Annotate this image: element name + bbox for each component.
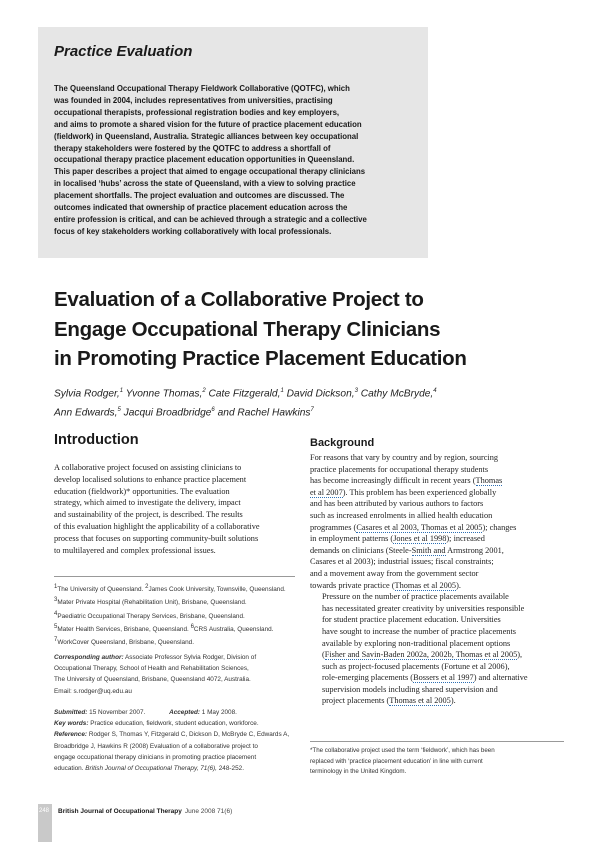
author-name: Sylvia Rodger, [54, 388, 120, 400]
abstract-line: entire profession is critical, and can be achieved through a strategic and a collective [54, 214, 367, 224]
abstract-line: was founded in 2004, includes representatives from universities, practising [54, 95, 333, 105]
text-line: programmes (Casares et al 2003, Thomas et al 2005); changes [310, 522, 517, 532]
citation-link[interactable]: Casares et al 2003, Thomas et al 2005 [356, 522, 483, 532]
submitted-date: 15 November 2007. [89, 709, 146, 716]
title-line: Evaluation of a Collaborative Project to [54, 288, 424, 311]
text-line: Casares et al 2003); industrial issues; fiscal constraints; [310, 557, 494, 567]
text-line: develop localised solutions to enhance practice placement [54, 474, 247, 484]
text-line: (Fisher and Savin-Baden 2002a, 2002b, Thomas et al 2005), [322, 650, 523, 660]
journal-name: British Journal of Occupational Therapy [58, 808, 182, 815]
abstract-line: (fieldwork) in Queensland, Australia. Strategic alliances between key occupational [54, 131, 359, 141]
text-line: have sought to increase the number of practice placements [322, 626, 516, 636]
author-affiliation-mark: 4 [433, 388, 437, 394]
page-number: 248 [39, 808, 50, 814]
author-name: Ann Edwards, [54, 407, 118, 419]
citation-link[interactable]: et al 2007 [310, 487, 343, 497]
correspondence-label: Corresponding author: [54, 654, 124, 661]
affiliation-line: $^5$Mater Health Services, Brisbane, Queensland. $^6$CRS Australia, Queensland. [54, 623, 274, 634]
divider [54, 576, 295, 577]
text-line: of this evaluation highlight the applicability of a collaborative [54, 521, 260, 531]
text-line: project placements (Thomas et al 2005). [322, 696, 456, 706]
affiliations [54, 582, 295, 649]
author-affiliation-mark: 1 [119, 388, 124, 394]
title-line: in Promoting Practice Placement Education [54, 347, 467, 370]
author-affiliation-mark: 1 [280, 388, 284, 394]
citation-link[interactable]: Thomas [475, 476, 503, 486]
text-line: et al 2007). This problem has been experienced globally [310, 487, 497, 497]
running-footer [58, 808, 232, 815]
text-line: in employment patterns (Jones et al 1998); increased [310, 534, 485, 544]
text-line: and a movement away from the government sector [310, 568, 479, 578]
text-line: practice placements for occupational therapy students [310, 464, 489, 474]
footnote: *The collaborative project used the term ‘fieldwork’, which has been replaced with ‘practice placement education’ in line with current terminology in the United Kingdom. [310, 747, 495, 776]
citation-link[interactable]: Smith and [411, 545, 446, 555]
text-line: and sustainability of the project, is described. The results [54, 510, 243, 520]
author-name: and Rachel Hawkins [217, 407, 311, 419]
text-line: role-emerging placements (Bossers et al 1997) and alternative [322, 673, 528, 683]
affiliation-line: $^7$WorkCover Queensland, Brisbane, Queensland. [54, 637, 194, 647]
text-line: process that focuses on supporting community-built solutions [54, 533, 259, 543]
background-text [310, 452, 564, 707]
abstract-line: focus of key stakeholders working collaboratively with local professionals. [54, 226, 332, 236]
keywords: Practice education, fieldwork, student education, workforce. [90, 720, 259, 728]
author-affiliation-mark: 3 [354, 388, 358, 394]
article-title [54, 285, 574, 374]
abstract-line: occupational therapists, professional registration bodies and key employers, [54, 107, 340, 117]
abstract-line: This paper describes a project that aimed to engage occupational therapy clinicians [54, 167, 366, 177]
citation-link[interactable]: Thomas et al 2005 [394, 580, 457, 590]
background-heading: Background [310, 437, 375, 449]
abstract-line: The Queensland Occupational Therapy Fieldwork Collaborative (QOTFC), which [54, 84, 350, 93]
text-line: such as increased enrolments in allied health education [310, 510, 493, 520]
author-name: Yvonne Thomas, [125, 388, 203, 400]
author-list [54, 383, 574, 422]
abstract-line: in localised ‘hubs’ across the state of Queensland, with a view to solving practice [54, 179, 356, 189]
abstract-text [54, 83, 420, 238]
citation-link[interactable]: Jones et al 1998 [393, 534, 447, 544]
citation-link[interactable]: Thomas et al 2005 [389, 696, 451, 706]
author-name: David Dickson, [286, 388, 355, 400]
affiliation-line: $^4$Paediatric Occupational Therapy Services, Brisbane, Queensland. [54, 610, 245, 620]
author-name: Cathy McBryde, [360, 388, 434, 400]
paragraph [310, 591, 564, 707]
abstract-line: and aims to promote a shared vision for the future of practice placement education [54, 119, 362, 129]
text-line: A collaborative project focused on assisting clinicians to [54, 463, 242, 472]
text-line: and has been attributed by various authors to factors [310, 499, 484, 509]
text-line: to multilayered and complex professional issues. [54, 545, 216, 555]
text-line: has necessitated greater creativity by universities responsible [322, 603, 525, 613]
introduction-text [54, 462, 295, 556]
text-line: strategy, which aimed to investigate the delivery, impact [54, 498, 241, 508]
text-line: available by exploring non-traditional placement options [322, 638, 511, 648]
affiliation-line: $^1$The University of Queensland. $^2$James Cook University, Townsville, Queensland. [54, 584, 286, 594]
author-affiliation-mark: 5 [117, 407, 121, 414]
text-line: has become increasingly difficult in recent years (Thomas [310, 476, 503, 486]
introduction-heading: Introduction [54, 432, 139, 448]
issue-info: June 2008 71(6) [184, 808, 233, 815]
author-name: Cate Fitzgerald, [208, 388, 281, 400]
abstract-line: therapy stakeholders were fostered by the QOTFC to address a shortfall of [54, 143, 331, 153]
text-line: education (fieldwork)* opportunities. The evaluation [54, 486, 230, 496]
correspondence: Corresponding author: Associate Professor Sylvia Rodger, Division of Occupational Therapy, School of Health and Rehabilitation Sciences, The University of Queensland, Brisbane, Queensland 4072, Australia. Email: s.rodger@uq.edu.au [54, 652, 295, 697]
submission-meta: Submitted: 15 November 2007. Accepted: 1 May 2008. Key words: Practice education, fieldwork, student education, workforce. Reference: Rodger S, Thomas Y, Fitzgerald C, Dickson D, McBryde C, Edwards A, Broadbridge J, Hawkins R (2008) Evaluation of a collaborative project to engage occupational therapy clinicians in promoting practice placement education. British Journal of Occupational Therapy, 71(6), 248-252. [54, 709, 290, 773]
text-line: supervision models including shared supervision and [322, 684, 498, 694]
text-line: For reasons that vary by country and by region, sourcing [310, 453, 499, 462]
text-line: demands on clinicians (Steele-Smith and Armstrong 2001, [310, 545, 504, 555]
affiliation-line: $^3$Mater Private Hospital (Rehabilitation Unit), Brisbane, Queensland. [54, 597, 247, 607]
abstract-line: outcomes indicated that ownership of practice placement education across the [54, 203, 348, 213]
abstract-line: occupational therapy practice placement education opportunities in Queensland. [54, 155, 355, 165]
email: Email: s.rodger@uq.edu.au [54, 687, 132, 695]
citation-link[interactable]: Fisher and Savin-Baden 2002a, 2002b, Thomas et al 2005 [324, 650, 518, 660]
author-affiliation-mark: 6 [211, 407, 215, 414]
divider [310, 741, 564, 742]
author-affiliation-mark: 7 [310, 407, 314, 414]
accepted-date: 1 May 2008. [201, 709, 237, 716]
citation-link[interactable]: Bossers et al 1997 [413, 673, 474, 683]
author-name: Jacqui Broadbridge [123, 407, 212, 419]
section-label: Practice Evaluation [54, 43, 193, 60]
author-affiliation-mark: 2 [202, 388, 206, 394]
text-line: such as project-focused placements (Fortune et al 2006), [322, 661, 510, 671]
title-line: Engage Occupational Therapy Clinicians [54, 317, 441, 341]
abstract-line: placement shortfalls. The project evaluation and outcomes are discussed. The [54, 191, 345, 201]
text-line: Pressure on the number of practice placements available [322, 592, 509, 602]
text-line: for student practice placement education. Universities [322, 615, 501, 625]
paragraph [310, 452, 564, 591]
text-line: towards private practice (Thomas et al 2005). [310, 580, 461, 590]
